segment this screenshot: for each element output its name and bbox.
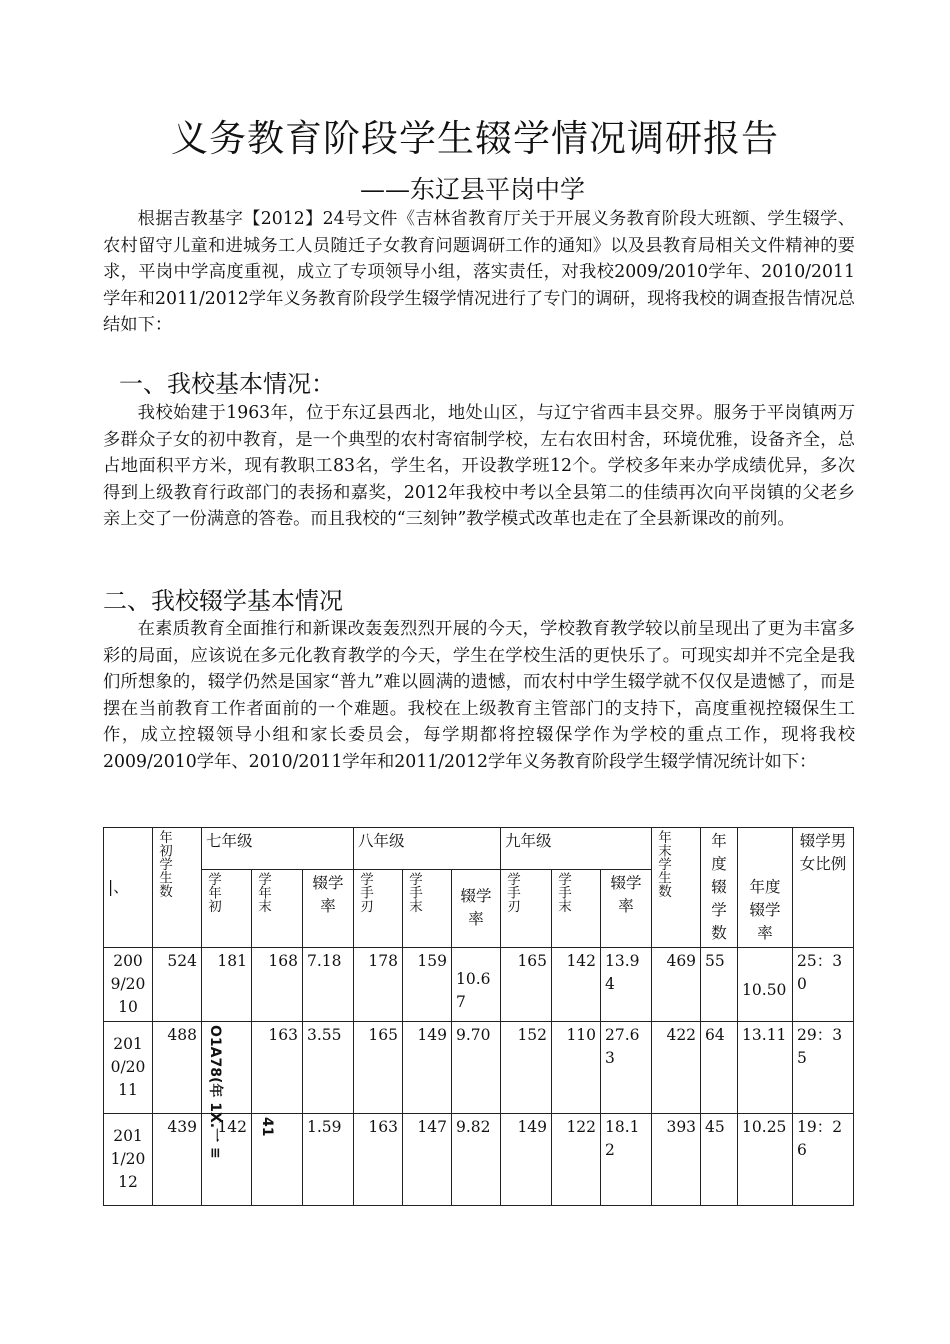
row-g7-rate: 1.59: [303, 1114, 354, 1206]
row-rate: 10.25: [738, 1114, 793, 1206]
row-g8-rate: 10.67: [452, 948, 501, 1022]
row-dropouts: 64: [701, 1022, 738, 1114]
header-g7-start: 学年初: [205, 871, 221, 913]
header-g8-end: 学手末: [406, 871, 423, 913]
row-g8-end: 147: [403, 1114, 452, 1206]
header-g9-start: 学手刃: [504, 871, 521, 913]
header-grade7: 七年级: [202, 828, 354, 870]
row-g8-end: 159: [403, 948, 452, 1022]
row-total-end: 393: [652, 1114, 701, 1206]
table-header-row: [104, 828, 854, 870]
row-year: 2009/2010: [104, 948, 153, 1022]
page-subtitle: ——东辽县平岗中学: [360, 175, 586, 204]
row-g8-rate: 9.82: [452, 1114, 501, 1206]
row-g9-end: 122: [552, 1114, 601, 1206]
table-row: [104, 1022, 854, 1114]
row-rate: 13.11: [738, 1022, 793, 1114]
row-g7-end-garbled: 41: [259, 1117, 275, 1137]
row-g7-start: 181: [202, 948, 252, 1022]
row-g8-end: 149: [403, 1022, 452, 1114]
row-year: 2011/2012: [104, 1114, 153, 1206]
row-g9-end: 142: [552, 948, 601, 1022]
row-rate: 10.50: [738, 948, 793, 1022]
row-g7-start: 142: [202, 1114, 252, 1206]
row-g8-start: 163: [354, 1114, 403, 1206]
row-g8-start: 165: [354, 1022, 403, 1114]
header-gender-ratio: 辍学男女比例: [793, 828, 854, 948]
row-total-end: 469: [652, 948, 701, 1022]
section2-heading: 二、我校辍学基本情况: [103, 587, 343, 615]
row-g7-end: 168: [252, 948, 303, 1022]
header-year-dropouts: 年度辍学数: [701, 828, 738, 948]
header-total-end: 年末学生数: [655, 830, 672, 898]
row-ratio: 29：35: [793, 1022, 854, 1114]
header-g8-start: 学手刃: [357, 871, 374, 913]
row-g7-rate: 7.18: [303, 948, 354, 1022]
row-g9-rate: 18.12: [601, 1114, 652, 1206]
row-g7-start-garbled: O1A78(年 1X.一 ≡: [207, 1025, 223, 1159]
row-ratio: 19：26: [793, 1114, 854, 1206]
header-grade9: 九年级: [501, 828, 652, 870]
table-corner-cell: |、: [104, 828, 153, 948]
row-g9-start: 152: [501, 1022, 552, 1114]
row-total-start: 488: [153, 1022, 202, 1114]
row-g9-end: 110: [552, 1022, 601, 1114]
header-total-start: 年初学生数: [156, 830, 172, 898]
row-g7-end: 163: [252, 1022, 303, 1114]
header-grade8: 八年级: [354, 828, 501, 870]
row-g9-rate: 13.94: [601, 948, 652, 1022]
header-g7-end: 学年末: [255, 871, 271, 913]
row-total-start: 524: [153, 948, 202, 1022]
header-g8-rate: 辍学 率: [452, 869, 501, 947]
header-year-rate: 年度辍学率: [738, 828, 793, 948]
section1-paragraph: 我校始建于1963年，位于东辽县西北，地处山区，与辽宁省西丰县交界。服务于平岗镇两万多群众子女的初中教育，是一个典型的农村寄宿制学校，左右农田村舍，环境优雅，设备齐全，总占地面积平方米，现有教职工83名，学生名，开设教学班12个。学校多年来办学成绩优异，多次得到上级教育行政部门的表扬和嘉奖，2012年我校中考以全县第二的佳绩再次向平岗镇的父老乡亲上交了一份满意的答卷。而且我校的“三刻钟”教学模式改革也走在了全县新课改的前列。: [103, 403, 855, 530]
row-g8-start: 178: [354, 948, 403, 1022]
row-g8-rate: 9.70: [452, 1022, 501, 1114]
row-g9-start: 149: [501, 1114, 552, 1206]
header-g9-rate: 辍学率: [601, 869, 652, 947]
row-dropouts: 55: [701, 948, 738, 1022]
dropout-table: [103, 827, 854, 1206]
section1-heading: 一、我校基本情况：: [119, 370, 335, 398]
row-g7-rate: 3.55: [303, 1022, 354, 1114]
row-total-end: 422: [652, 1022, 701, 1114]
row-ratio: 25：30: [793, 948, 854, 1022]
intro-paragraph: 根据吉教基字【2012】24号文件《吉林省教育厅关于开展义务教育阶段大班额、学生辍学、农村留守儿童和进城务工人员随迁子女教育问题调研工作的通知》以及县教育局相关文件精神的要求，平岗中学高度重视，成立了专项领导小组，落实责任，对我校2009/2010学年、2010/2011学年和2011/2012学年义务教育阶段学生辍学情况进行了专门的调研，现将我校的调查报告情况总结如下：: [103, 209, 855, 336]
row-total-start: 439: [153, 1114, 202, 1206]
row-dropouts: 45: [701, 1114, 738, 1206]
table-row: [104, 948, 854, 1022]
section2-paragraph: 在素质教育全面推行和新课改轰轰烈烈开展的今天，学校教育教学较以前呈现出了更为丰富多彩的局面，应该说在多元化教育教学的今天，学生在学校生活的更快乐了。可现实却并不完全是我们所想象的，辍学仍然是国家“普九”难以圆满的遗憾，而农村中学生辍学就不仅仅是遗憾了，而是摆在当前教育工作者面前的一个难题。我校在上级教育主管部门的支持下，高度重视控辍保生工作，成立控辍领导小组和家长委员会，每学期都将控辍保学作为学校的重点工作，现将我校2009/2010学年、2010/2011学年和2011/2012学年义务教育阶段学生辍学情况统计如下：: [103, 619, 855, 772]
page-title: 义务教育阶段学生辍学情况调研报告: [171, 117, 779, 160]
row-g9-rate: 27.63: [601, 1022, 652, 1114]
row-g9-start: 165: [501, 948, 552, 1022]
row-year: 2010/2011: [104, 1022, 153, 1114]
header-g7-rate: 辍学率: [303, 869, 354, 947]
header-g9-end: 学手末: [555, 871, 572, 913]
